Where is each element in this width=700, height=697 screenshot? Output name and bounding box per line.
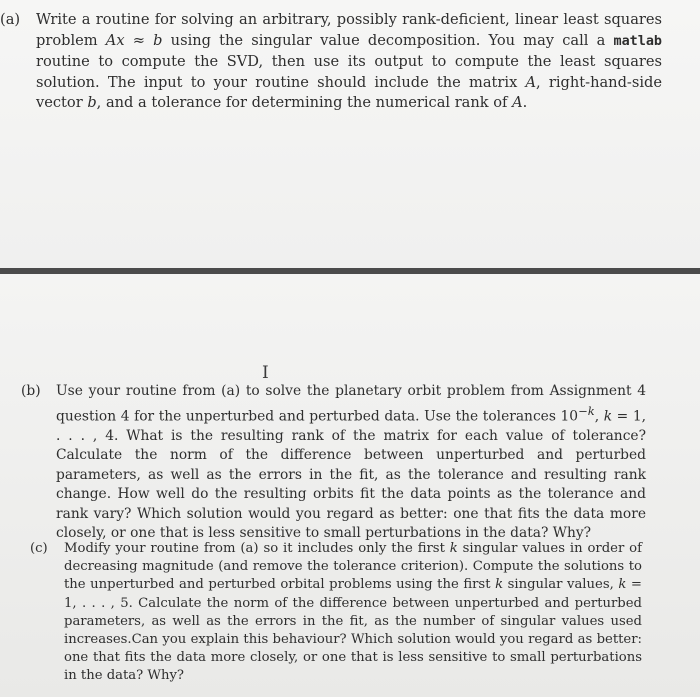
part-b-text: = 1, . . . , 4. What is the resulting rank of the matrix for each value of tolerance? Calculate the norm of the difference between unperturbed and perturbed parameters, as well as the errors in the fit, as the tolerance and resulting rank change. How well do the resulting orbits fit the data points as the tolerance and rank vary? Which solution would you regard as better: one that fits the data more closely, or one that is less sensitive to small perturbations in the data? Why? bbox=[56, 408, 646, 542]
part-a-text: . bbox=[522, 94, 528, 111]
part-b-math: 10 bbox=[560, 408, 579, 425]
problem-part-b bbox=[21, 382, 646, 544]
part-a-math: A bbox=[525, 73, 537, 91]
part-a-math: A bbox=[512, 94, 523, 111]
part-a-text: routine to compute the SVD, then use its output to compute the least squares solution. The input to your routine should include the matrix bbox=[36, 53, 662, 91]
part-a-code: matlab bbox=[613, 33, 662, 49]
part-b-label: (b) bbox=[21, 383, 41, 399]
part-a-text: , right-hand-side vector bbox=[36, 73, 662, 111]
part-a-math: Ax ≈ b bbox=[105, 31, 163, 49]
part-a-text: Write a routine for solving an arbitrary, possibly rank-deficient, linear least squares problem bbox=[36, 11, 662, 49]
part-a-math: b bbox=[87, 94, 97, 111]
problem-part-a bbox=[0, 10, 662, 114]
part-a-label: (a) bbox=[0, 11, 21, 28]
part-b-text: , bbox=[594, 408, 604, 425]
text-cursor-icon: I bbox=[262, 363, 269, 383]
part-c-text: Modify your routine from (a) so it includes only the first bbox=[64, 541, 450, 556]
part-b-text: Use your routine from (a) to solve the planetary orbit problem from Assignment 4 question 4 for the unperturbed and perturbed data. Use the tolerances bbox=[56, 383, 646, 425]
part-c-label: (c) bbox=[30, 541, 48, 556]
part-a-text: , and a tolerance for determining the numerical rank of bbox=[96, 94, 513, 111]
part-c-text: singular values in order of decreasing magnitude (and remove the tolerance criterion). Compute the solutions to the unperturbed and perturbed orbital problems using the first bbox=[64, 541, 642, 593]
part-c-math: k bbox=[449, 541, 458, 556]
part-c-text: singular values, bbox=[503, 577, 619, 593]
problem-part-c bbox=[30, 540, 642, 686]
part-c-math: k bbox=[618, 577, 627, 593]
part-c-math: k bbox=[495, 577, 504, 593]
part-b-math-superscript bbox=[578, 404, 595, 418]
part-b-exponent: −k bbox=[578, 403, 595, 418]
part-c-text: = 1, . . . , 5. Calculate the norm of the difference between unperturbed and perturbed parameters, as well as the errors in the fit, as the number of singular values used increases.Can you explain this behaviour? Which solution would you regard as better: one that fits the data more closely, or one that is less sensitive to small perturbations in the data? Why? bbox=[64, 577, 642, 684]
part-a-text: using the singular value decomposition. You may call a bbox=[162, 31, 614, 49]
part-b-math: k bbox=[603, 408, 613, 425]
